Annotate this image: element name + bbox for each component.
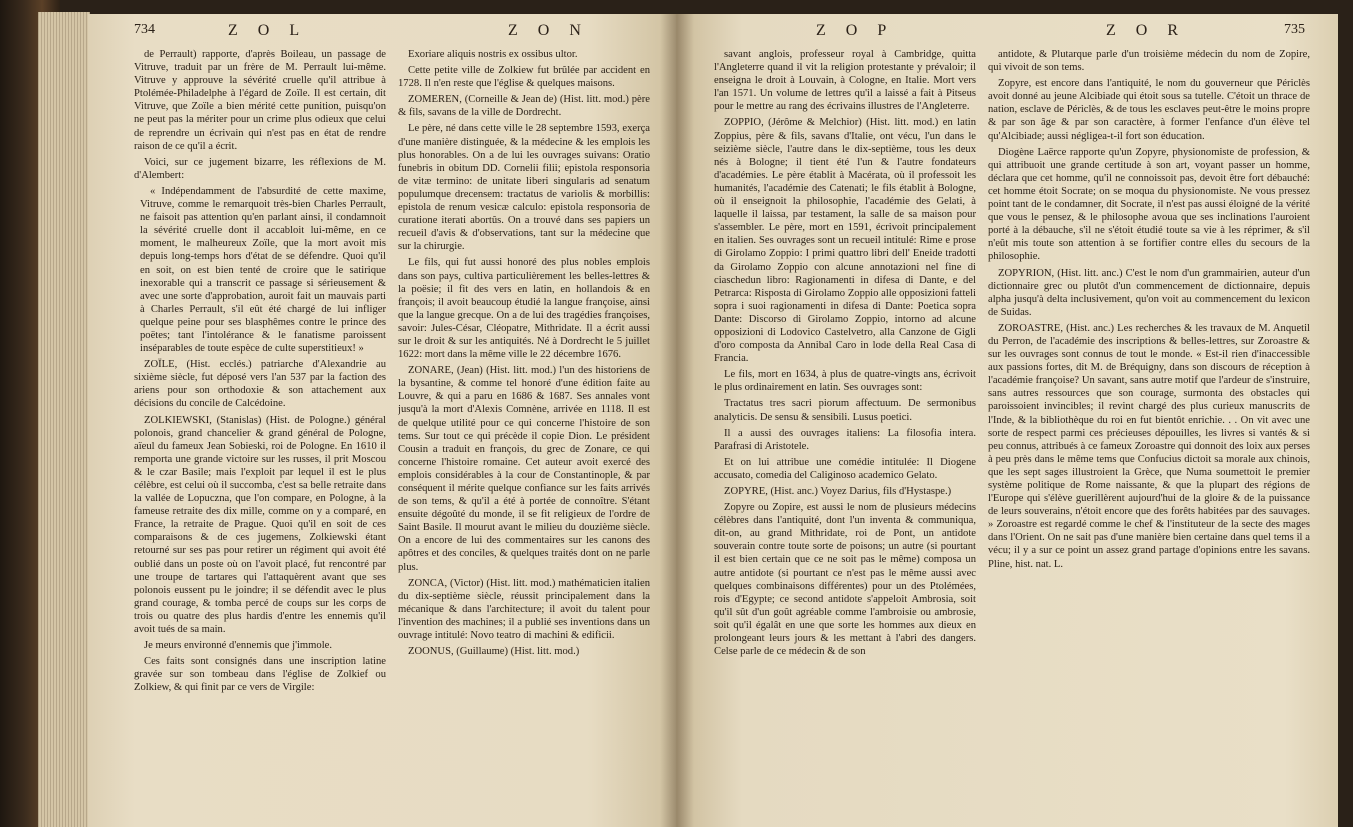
right-running-head-right: Z O R [1106,22,1186,39]
entry-zoonus: ZOONUS, (Guillaume) (Hist. litt. mod.) [408,646,580,658]
verse-line: Exoriare aliquis nostris ex ossibus ultor. [408,49,578,60]
text-paragraph: antidote, & Plutarque parle d'un troisième médecin du nom de Zopire, qui vivoit de son tems. [988,49,1310,74]
entry-zoile: ZOÏLE, (Hist. ecclés.) patriarche d'Alexandrie au sixième siècle, fut déposé vers l'an 537 par la faction des ariens pour son orthodoxie & son attachement aux décisions du concile de Calcédoine. [134,359,386,410]
quote-paragraph: « Indépendamment de l'absurdité de cette maxime, Vitruve, comme le remarquoit très-bien Charles Perrault, ne faisoit pas attention qu'en parlant ainsi, il condamnoit la sévérité cruelle dont il accabloit lui-même, en ce moment, le malheureux Zoïle, que la mort avoit mis depuis long-temps hors d'état de se défendre. Quoi qu'il en soit, on est bien tenté de croire que le satirique inexorable qui a transcrit ce passage si sérieusement & avec une sorte d'approbation, auroit fait un mauvais parti à Charles Perrault, s'il eût été chargé de lui infliger quelque peine pour ses blasphêmes contre le prince des poëtes; tant l'intolérance & le fanatisme paroissent inséparables de toute espèce de culte superstitieux! » [140,185,386,355]
left-page-number: 734 [134,22,155,37]
text-paragraph: Cette petite ville de Zolkiew fut brûlée par accident en 1728. Il n'en reste que l'église & quelques maisons. [398,65,650,90]
text-paragraph: Tractatus tres sacri piorum affectuum. De sermonibus analyticis. De sensu & sensibili. Lusus poetici. [714,398,976,423]
left-page [88,14,676,827]
text-paragraph: Il a aussi des ouvrages italiens: La filosofia intera. Parafrasi di Aristotele. [714,427,976,452]
entry-zomeren: ZOMEREN, (Corneille & Jean de) (Hist. litt. mod.) père & fils, savans de la ville de Dordrecht. [398,94,650,119]
text-paragraph: Et on lui attribue une comédie intitulée: Il Diogene accusato, comedia del Caliginoso academico Gelato. [714,456,976,481]
right-column-1 [714,48,976,661]
entry-zonare: ZONARE, (Jean) (Hist. litt. mod.) l'un des historiens de la bysantine, & comme tel honoré d'une édition faite au Louvre, & qui a paru en 1686 & 1687. Ses annales vont jusqu'à la mort d'Alexis Comnène, arrivée en 1118. Il est de quelque utilité pour ce qui concerne l'histoire de son tems. Sur tout ce qui précède il copie Dion. Le président Cousin a traduit en françois, du grec de Zonare, ce qui concerne l'histoire romaine. Cet auteur avoit exercé des emplois considérables à la cour de Constantinople, & par conséquent il mérite quelque confiance sur les faits arrivés de son tems, & qu'il a été à portée de connoître. S'étant ensuite dégoûté du monde, il se fit religieux de l'ordre de Saint Basile. Il mourut avant le milieu du douzième siècle. On a encore de lui des commentaires sur les canons des apôtres et des conciles, & quelques traités dont on ne parle plus. [398,365,650,573]
text-paragraph: savant anglois, professeur royal à Cambridge, quitta l'Angleterre quand il vit la religion protestante y prévaloir; il enseigna le droit à Louvain, à Cologne, en Italie. Mort vers l'an 1571. Un volume de lettres qu'il a laissé a fait à Pitseus pour le mettre au rang des écrivains illustres de l'Angleterre. [714,49,976,113]
right-running-head-left: Z O P [816,22,895,39]
entry-zolkiewski: ZOLKIEWSKI, (Stanislas) (Hist. de Pologne.) général polonois, grand chancelier & grand général de Pologne, aïeul du fameux Jean Sobieski, roi de Pologne. En 1610 il remporta une grande victoire sur les russes, il prit Moscou & le czar Basile; mais l'exploit par lequel il est le plus célèbre, est celui où il succomba, c'est sa belle retraite dans la vallée de Lopuczna, que l'on compare, en Pologne, à la fameuse retraite des dix mille, comme on y a comparé, en France, la retraite de Prague. Quoi qu'il en soit de ces comparaisons & de ces jugemens, Zolkiewski étant retourné sur ses pas pour retirer un régiment qui avoit été oublié dans un poste où on l'avoit placé, fut rencontré par une troupe de tartares qui l'attaquèrent avant que ses polonois eussent pu le joindre; il se défendit avec le plus grand courage, & tomba percé de coups sur les corps de trois ou quatre des plus hardis d'entre les ennemis qu'il avoit tués de sa main. [134,414,386,636]
verse-line: Je meurs environné d'ennemis que j'immole. [144,640,332,652]
right-page [676,14,1338,827]
text-paragraph: Diogène Laërce rapporte qu'un Zopyre, physionomiste de profession, & qui attribuoit une grande certitude à son art, voyant passer un homme, déclara que cet homme, qu'il ne connoissoit pas, devoit être fort débauché: cet homme étoit Socrate; on se moqua du physionomiste. Ne vous pressez point tant de le condamner, dit Socrate, il n'est pas aussi éloigné de la vérité que vous le pensez, & le philosophe avoua que ses inclinations l'auroient porté à la débauche, s'il ne s'étoit étudié toute sa vie à les réprimer, & s'il n'eût mis toute son attention à se fortifier contre elles du secours de la philosophie. [988,146,1310,263]
text-paragraph: Le père, né dans cette ville le 28 septembre 1593, exerça d'une manière distinguée, & la médecine & les emplois les plus honorables. On a de lui les ouvrages suivans: Oratio funebris in obitum DD. Cornelii filii; epistola responsoria de vitæ termino: de unitate liberi singularis ad senatum populumque drecensem: tractatus de variolis & morbillis: epistola de renum vesicæ calculo: epistola responsoria de curatione iterati abortûs. On a trouvé dans ses papiers un recueil d'avis & d'observations, tant sur la médecine que sur la chirurgie. [398,123,650,253]
book-gutter [660,14,694,827]
entry-zonca: ZONCA, (Victor) (Hist. litt. mod.) mathématicien italien du dix-septième siècle, réussit principalement dans la mécanique & dans l'architecture; il avoit du talent pour l'invention des machines; il a publié ses inventions dans un ouvrage intitulé: Novo teatro di machini & edificii. [398,577,650,642]
text-paragraph: Le fils, mort en 1634, à plus de quatre-vingts ans, écrivoit le plus ordinairement en latin. Ses ouvrages sont: [714,369,976,394]
entry-zopyre: ZOPYRE, (Hist. anc.) Voyez Darius, fils d'Hystaspe.) [724,486,952,497]
right-page-number: 735 [1284,22,1305,37]
text-paragraph: Voici, sur ce jugement bizarre, les réflexions de M. d'Alembert: [134,156,386,181]
left-running-head-right: Z O N [508,22,589,39]
text-paragraph: Zopyre ou Zopire, est aussi le nom de plusieurs médecins célèbres dans l'antiquité, dont l'un inventa & communiqua, dit-on, au grand Mithridate, roi de Pont, un antidote souverain contre toute sorte de poisons; un autre (si pourtant il est bien certain que ce ne soit pas le même) composa un autre antidote (si pourtant ce n'est pas le même aussi avec quelques combinaisons différentes) pour un des Ptolémées, rois d'Egypte; ce second antidote s'appeloit Ambrosia, soit qu'il sût d'un goût agréable comme l'ambroisie ou ambrosie, soit qu'il égalât en une que sorte les hommes aux dieux en prolongeant leurs jours & les mettant à l'abri des dangers. Celse parle de ce médecin & de son [714,502,976,658]
text-paragraph: Zopyre, est encore dans l'antiquité, le nom du gouverneur que Périclès avoit donné au jeune Alcibiade qui étoit sous sa tutelle. C'étoit un thrace de nation, esclave de Périclès, & de tous les esclaves peut-être le moins propre & par son âge & par son caractère, à former l'enfance d'un élève tel qu'Alcibiade; aussi négligea-t-il fort son éducation. [988,78,1310,142]
entry-zoppio: ZOPPIO, (Jérôme & Melchior) (Hist. litt. mod.) en latin Zoppius, père & fils, savans d'Italie, ont vécu, l'un dans le seizième siècle, l'autre dans le dix-septième, tous les deux nés à Bologne; il tient été l'un & l'autre fondateurs d'académies. Le père établit à Macérata, où il professoit les humanités, l'académie des Catenati; le fils établit à Bologne, où il enseignoit la philosophie, l'académie des Gelati, à laquelle il laissa, par testament, la salle de sa maison pour s'assembler. Le père, mort en 1591, écrivoit principalement en italien. Ses ouvrages sont un recueil intitulé: Rime e prose di Girolamo Zoppio: I primi quattro libri dell' Eneide tradotti da Girolamo Zoppio con alcune annotazioni nel fine di ciaschedun libro: Ragionamenti in difesa di Dante, e del Petrarca: Risposta di Girolamo Zoppio alle opposizioni fatteli sopra i suoi ragionamenti in difesa di Dante: Poetica sopra Dante: Discorso di Girolamo Zoppio, intorno ad alcune opposizioni di Lodovico Castelvetro, alla Canzone de Gigli d'oro composta da Annibal Caro in lode della Real Casa di Francia. [714,117,976,365]
left-column-2 [398,48,650,661]
right-column-2 [988,48,1310,574]
page-edges [38,12,90,827]
text-paragraph: Le fils, qui fut aussi honoré des plus nobles emplois dans son pays, cultiva particulièrement les belles-lettres & la poësie; il fit des vers en latin, en hollandois & en françois; il avoit beaucoup étudié la langue françoise, ainsi que la langue grecque. On a de lui des tragédies françoises, savoir: Jules-César, Cléopatre, Mithridate. Il a écrit aussi sur le droit & sur les antiquités. Né à Dordrecht le 5 juillet 1622: mort dans la même ville le 22 décembre 1676. [398,257,650,361]
entry-zopyrion: ZOPYRION, (Hist. litt. anc.) C'est le nom d'un grammairien, auteur d'un dictionnaire grec ou plutôt d'un commencement de dictionnaire, depuis alpha jusqu'à delta inclusivement, qu'on voit au commencement du lexicon de Suidas. [988,267,1310,318]
entry-zoroastre: ZOROASTRE, (Hist. anc.) Les recherches & les travaux de M. Anquetil du Perron, de l'académie des inscriptions & belles-lettres, sur Zoroastre & sur les ouvrages sont connus de tout le monde. « Est-il rien d'inaccessible aux passions fortes, dit M. de Bréquigny, dans son discours de réception à l'académie françoise? Un savant, sans autre motif que l'ardeur de s'instruire, sans autres ressources que son courage, surmonta des obstacles qui paroissoient invincibles; il revint chargé des plus curieux manuscrits de l'Inde, & la bibliothèque du roi en fut bientôt enrichie. . . On vit avec une sorte de respect parmi ces précieuses dépouilles, les livres si vantés & si peu connus, attribués à ce fameux Zoroastre qui donnoit des loix aux perses à peu près dans le même tems que Confucius dictoit sa morale aux chinois, que les sept sages illustroient la Grèce, que Numa soumettoit le premier système politique de Rome naissante, & que la plupart des régions de l'Europe qui s'élève guerillèrent aujourd'hui de la gloire & de la puissance de leurs souverains, n'étoit encore que des forêts habitées par des sauvages. » Zoroastre est regardé comme le chef & l'instituteur de la secte des mages dans l'Orient. On ne sait pas d'une manière bien certaine dans quel tems il a vécu; il y a sur ce point un assez grand partage d'opinions entre les savans. Pline, hist. nat. L. [988,322,1310,570]
text-paragraph: de Perrault) rapporte, d'après Boileau, un passage de Vitruve, traduit par un frère de M. Perrault lui-même. Vitruve y approuve la sévérité cruelle qu'il attribue à Ptolémée-Philadelphe à l'égard de Zoïle. Il est certain, dit Vitruve, que Zoïle a bien mérité cette punition, puisqu'on ne peut pas la mériter pour un crime plus odieux que celui de reprendre un écrivain qui n'est pas en état de rendre raison de ce qu'il a écrit. [134,49,386,152]
left-column-1 [134,48,386,698]
text-paragraph: Ces faits sont consignés dans une inscription latine gravée sur son tombeau dans l'église de Zolkief ou Zolkiew, & qui finit par ce vers de Virgile: [134,656,386,694]
left-running-head-left: Z O L [228,22,308,39]
